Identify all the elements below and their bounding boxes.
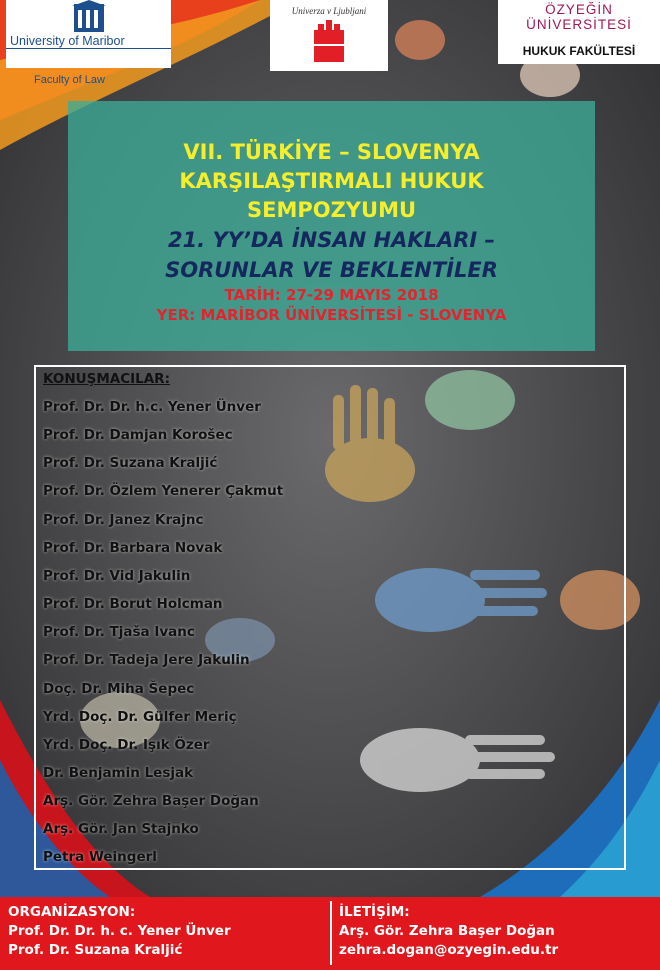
ozyegin-logo [498,0,660,64]
contact-email[interactable]: zehra.dogan@ozyegin.edu.tr [339,942,559,958]
organization-line-2: Prof. Dr. Suzana Kraljić [8,942,183,958]
speaker-item: Arş. Gör. Zehra Başer Doğan [43,793,259,809]
maribor-name: University of Maribor [10,34,125,48]
speaker-item: Doç. Dr. Miha Šepec [43,681,195,697]
speaker-item: Prof. Dr. Borut Holcman [43,596,223,612]
subtitle-line-2: SORUNLAR VE BEKLENTİLER [165,258,498,282]
speaker-item: Prof. Dr. Vid Jakulin [43,568,191,584]
title-line-3: SEMPOZYUMU [246,198,417,222]
title-line-1: VII. TÜRKİYE – SLOVENYA [183,140,480,164]
speaker-item: Dr. Benjamin Lesjak [43,765,194,781]
speaker-item: Prof. Dr. Dr. h.c. Yener Ünver [43,399,261,415]
event-venue: YER: MARİBOR ÜNİVERSİTESİ - SLOVENYA [156,306,507,324]
footer-divider [330,901,332,965]
speaker-item: Yrd. Doç. Dr. Işık Özer [43,737,210,753]
ljubljana-emblem [270,0,388,71]
speakers-panel [34,365,626,870]
speaker-item: Prof. Dr. Suzana Kraljić [43,455,218,471]
speaker-item: Arş. Gör. Jan Stajnko [43,821,199,837]
ljubljana-logo [270,0,388,71]
speaker-item: Prof. Dr. Özlem Yenerer Çakmut [43,483,284,499]
speaker-item: Prof. Dr. Damjan Korošec [43,427,233,443]
contact-name: Arş. Gör. Zehra Başer Doğan [339,923,555,939]
speaker-item: Yrd. Doç. Dr. Gülfer Meriç [43,709,237,725]
contact-heading: İLETİŞİM: [339,904,410,920]
maribor-faculty: Faculty of Law [34,74,105,86]
symposium-title-panel [68,101,595,351]
organization-heading: ORGANİZASYON: [8,904,136,920]
speaker-item: Prof. Dr. Janez Krajnc [43,512,204,528]
speaker-item: Prof. Dr. Tjaša Ivanc [43,624,195,640]
organization-line-1: Prof. Dr. Dr. h. c. Yener Ünver [8,923,231,939]
speaker-item: Prof. Dr. Tadeja Jere Jakulin [43,652,250,668]
ozyegin-faculty: HUKUK FAKÜLTESİ [522,44,636,58]
title-line-2: KARŞILAŞTIRMALI HUKUK [179,169,484,193]
speakers-heading: KONUŞMACILAR: [43,371,170,387]
ljubljana-name: Univerza v Ljubljani [291,6,367,16]
maribor-logo [6,0,171,68]
speaker-item: Petra Weingerl [43,849,157,865]
event-date: TARİH: 27-29 MAYIS 2018 [224,286,439,304]
subtitle-line-1: 21. YY’DA İNSAN HAKLARI – [167,228,496,252]
footer-bar [0,897,660,970]
ozyegin-name: ÖZYEĞİN ÜNİVERSİTESİ [526,2,632,32]
speaker-item: Prof. Dr. Barbara Novak [43,540,223,556]
